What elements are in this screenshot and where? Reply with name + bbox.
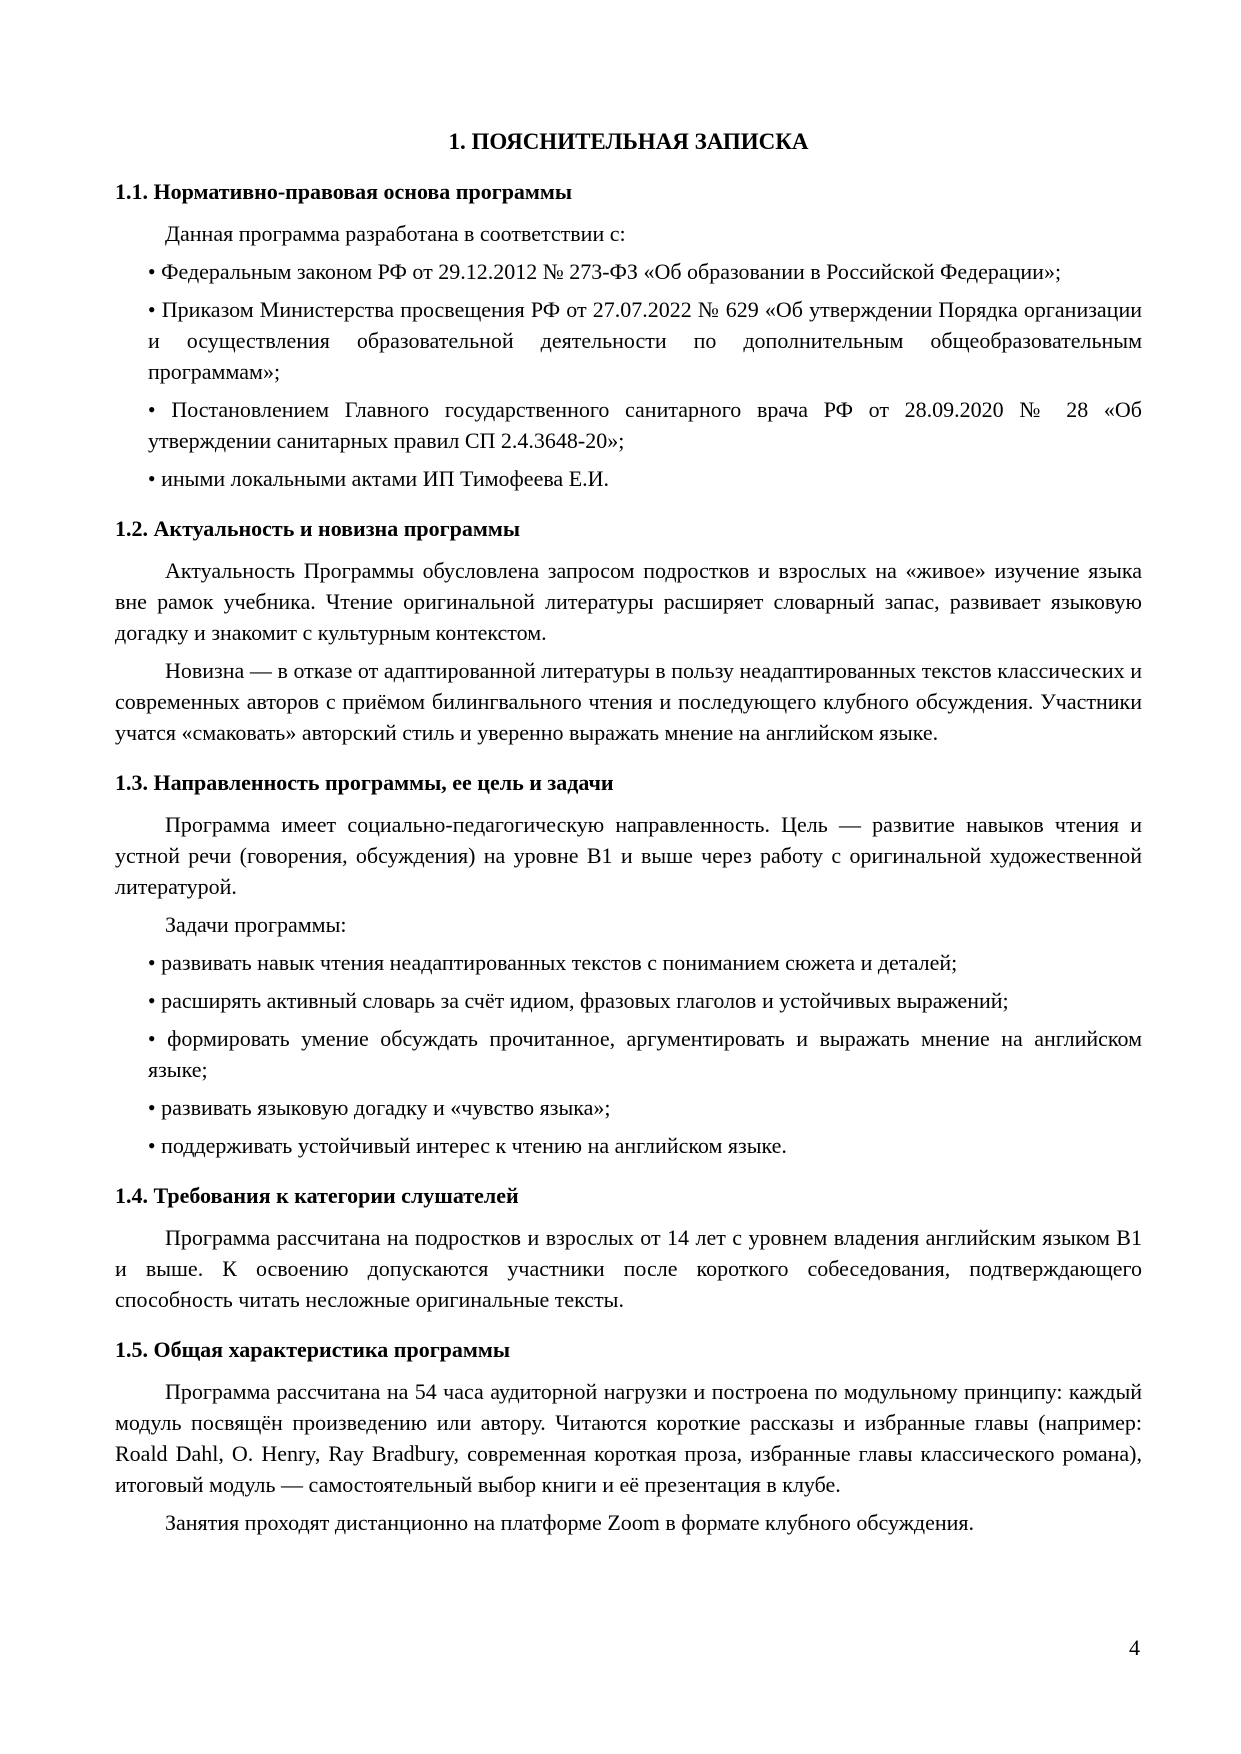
list-item: • поддерживать устойчивый интерес к чтению на английском языке.	[147, 1133, 787, 1158]
section-heading-1-3: 1.3. Направленность программы, ее цель и задачи	[115, 770, 614, 795]
paragraph: Новизна — в отказе от адаптированной литературы в пользу неадаптированных текстов классических и современных авторов с приёмом билингвального чтения и последующего клубного обсуждения. Участники учатся «смаковать» авторский стиль и уверенно выражать мнение на английском языке.	[115, 658, 1142, 745]
paragraph: Программа рассчитана на 54 часа аудиторной нагрузки и построена по модульному принципу: каждый модуль посвящён произведению или автору. Читаются короткие рассказы и избранные главы (например: Roald Dahl, O. Henry, Ray Bradbury, современная короткая проза, избранные главы классического романа), итоговый модуль — самостоятельный выбор книги и её презентация в клубе.	[115, 1379, 1142, 1497]
list-item: • иными локальными актами ИП Тимофеева Е.И.	[147, 466, 610, 491]
paragraph: Актуальность Программы обусловлена запросом подростков и взрослых на «живое» изучение языка вне рамок учебника. Чтение оригинальной литературы расширяет словарный запас, развивает языковую догадку и знакомит с культурным контекстом.	[115, 558, 1142, 645]
legal-basis-list	[115, 256, 1142, 494]
page-content	[115, 126, 1142, 1545]
paragraph: Программа рассчитана на подростков и взрослых от 14 лет с уровнем владения английским языком B1 и выше. К освоению допускаются участники после короткого собеседования, подтверждающего способность читать несложные оригинальные тексты.	[115, 1225, 1142, 1312]
list-item: • формировать умение обсуждать прочитанное, аргументировать и выражать мнение на английском языке;	[147, 1026, 1143, 1082]
section-heading-1-2: 1.2. Актуальность и новизна программы	[115, 516, 521, 541]
page-number: 4	[1129, 1635, 1140, 1660]
list-item: • Федеральным законом РФ от 29.12.2012 № 273-ФЗ «Об образовании в Российской Федерации»;	[147, 259, 1062, 284]
section-heading-1-1: 1.1. Нормативно-правовая основа программы	[115, 179, 573, 204]
section-heading-1-4: 1.4. Требования к категории слушателей	[115, 1183, 519, 1208]
paragraph: Занятия проходят дистанционно на платформе Zoom в формате клубного обсуждения.	[165, 1510, 975, 1535]
tasks-intro: Задачи программы:	[165, 912, 347, 937]
list-item: • расширять активный словарь за счёт идиом, фразовых глаголов и устойчивых выражений;	[147, 988, 1009, 1013]
section-intro: Данная программа разработана в соответствии с:	[165, 221, 626, 246]
list-item: • развивать навык чтения неадаптированных текстов с пониманием сюжета и деталей;	[147, 950, 958, 975]
paragraph: Программа имеет социально-педагогическую направленность. Цель — развитие навыков чтения и устной речи (говорения, обсуждения) на уровне B1 и выше через работу с оригинальной художественной литературой.	[115, 812, 1142, 899]
document-title: 1. ПОЯСНИТЕЛЬНАЯ ЗАПИСКА	[448, 129, 809, 154]
list-item: • Постановлением Главного государственного санитарного врача РФ от 28.09.2020 № 28 «Об утверждении санитарных правил СП 2.4.3648-20»;	[147, 397, 1143, 453]
list-item: • Приказом Министерства просвещения РФ от 27.07.2022 № 629 «Об утверждении Порядка организации и осуществления образовательной деятельности по дополнительным общеобразовательным программам»;	[147, 297, 1143, 384]
section-heading-1-5: 1.5. Общая характеристика программы	[115, 1337, 511, 1362]
tasks-list	[115, 947, 1142, 1161]
list-item: • развивать языковую догадку и «чувство языка»;	[147, 1095, 611, 1120]
